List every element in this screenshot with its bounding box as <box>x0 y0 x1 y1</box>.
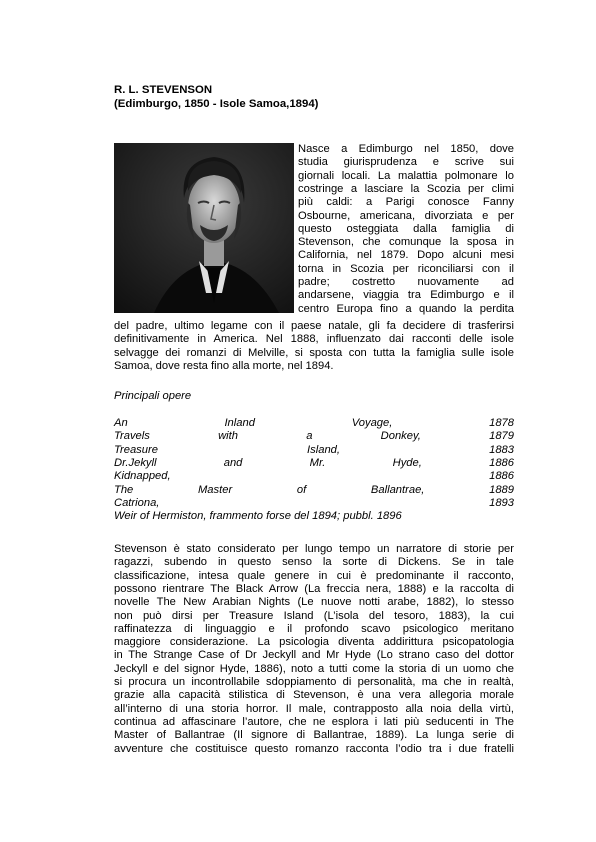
essay-line: continua ad affascinare l’autore, che ne esplora i lati più seducenti in The <box>114 715 514 728</box>
biography-line: definitivamente in America. Nel 1888, influenzato dai racconti delle isole <box>114 333 514 346</box>
biography-line: del padre, ultimo legame con il paese natale, gli fa decidere di trasferirsi <box>114 320 514 332</box>
biography-line: torna in Scozia per riconciliarsi con il <box>298 262 514 275</box>
author-portrait <box>114 143 294 313</box>
essay-line: grazie alla capacità stilistica di Stevenson, è una vera allegoria morale <box>114 689 514 702</box>
biography-line: selvagge dei romanzi di Melville, si sposta con tutta la famiglia sulle isole <box>114 346 514 359</box>
work-item: The Master of Ballantrae, 1889 <box>114 483 514 496</box>
work-item: Dr.Jekyll and Mr. Hyde, 1886 <box>114 456 514 469</box>
essay-line: possono rientrare The Black Arrow (La freccia nera, 1888) e la raccolta di <box>114 582 514 595</box>
biography-line: andarsene, viaggia tra Edimburgo e il <box>298 289 514 302</box>
essay-line: in The Strange Case of Dr Jeckyll and Mr Hyde (Lo strano caso del dottor <box>114 649 514 662</box>
biography-line: centro Europa fino a quando la perdita <box>298 302 514 315</box>
work-item: Treasure Island, 1883 <box>114 443 514 456</box>
author-name: R. L. STEVENSON <box>114 84 213 96</box>
essay-line: classificazione, intesa quale genere in cui è predominante il racconto, <box>114 569 514 582</box>
biography-line: più caldi: a Parigi conosce Fanny <box>298 196 514 209</box>
biography-line: costringe a lasciare la Scozia per climi <box>298 182 514 195</box>
essay-line: ragazzi, subendo in questo senso la sorte di Dickens. Se in tale <box>114 556 514 569</box>
work-item: Weir of Hermiston, frammento forse del 1894; pubbl. 1896 <box>114 510 402 523</box>
title-block <box>114 84 514 111</box>
biography-line: Nasce a Edimburgo nel 1850, dove <box>298 143 514 155</box>
biography-line: Samoa, dove resta fino alla morte, nel 1894. <box>114 359 334 372</box>
work-item: Travels with a Donkey, 1879 <box>114 430 514 443</box>
essay-line: Stevenson è stato considerato per lungo tempo un narratore di storie per <box>114 543 514 555</box>
biography-line: studia giurisprudenza e scrive sui <box>298 156 514 169</box>
portrait-image <box>114 143 294 313</box>
essay-line: maggiore considerazione. La psicologia diventa addirittura psicopatologia <box>114 636 514 649</box>
work-item: An Inland Voyage, 1878 <box>114 417 514 429</box>
essay-line: non può dirsi per Treasure Island (L’isola del tesoro, 1883), la cui <box>114 609 514 622</box>
biography-line: California, nel 1879. Dopo alcuni mesi <box>298 249 514 262</box>
biography-line: questo osteggiata dalla famiglia di <box>298 222 514 235</box>
essay-line: avventure che costituisce questo romanzo racconta l’odio tra i due fratelli <box>114 742 514 755</box>
essay-line: Jeckyll e del signor Hyde, 1886), noto a tutti come la storia di un uomo che <box>114 662 514 675</box>
essay-line: all’interno di una storia horror. Il male, contrapposto alla noia della virtù, <box>114 702 514 715</box>
biography-line: Stevenson, che comunque la sposa in <box>298 236 514 249</box>
work-item: Catriona, 1893 <box>114 496 514 509</box>
biography-line: padre; costretto nuovamente ad <box>298 276 514 288</box>
essay-line: Master of Ballantrae (Il signore di Ballantrae, 1889). La lunga serie di <box>114 729 514 742</box>
essay-line: novelle The New Arabian Nights (Le nuove notti arabe, 1882), lo stesso <box>114 596 514 609</box>
essay-line: raffinatezza di linguaggio e il profondo scavo psicologico meritano <box>114 622 514 635</box>
biography-line: giornali locali. La malattia polmonare lo <box>298 169 514 182</box>
work-item: Kidnapped, 1886 <box>114 470 514 483</box>
essay-line: si procura un incontrollabile sdoppiamento di personalità, ma che in realtà, <box>114 676 514 688</box>
works-heading: Principali opere <box>114 390 192 402</box>
author-dates: (Edimburgo, 1850 - Isole Samoa,1894) <box>114 97 319 110</box>
biography-line: Osbourne, americana, divorziata e per <box>298 209 514 222</box>
